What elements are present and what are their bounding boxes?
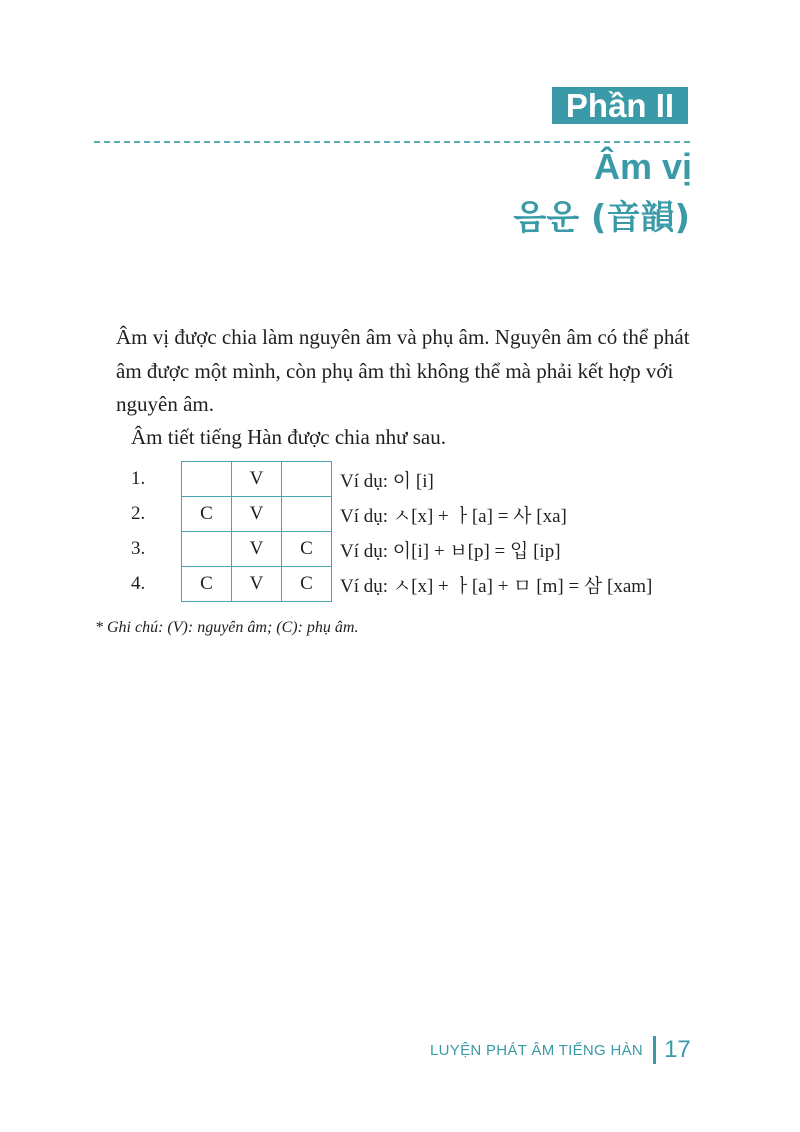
- book-title: LUYỆN PHÁT ÂM TIẾNG HÀN: [430, 1041, 644, 1059]
- initial-consonant-cell: [182, 532, 232, 567]
- final-consonant-cell: [282, 462, 332, 497]
- footer-separator: [653, 1036, 656, 1064]
- row-number: 4.: [131, 573, 146, 594]
- row-number: 2.: [131, 503, 146, 524]
- table-row: [131, 497, 652, 532]
- table-row: [131, 567, 652, 602]
- final-consonant-cell: [282, 497, 332, 532]
- section-title: Âm vị: [593, 146, 692, 187]
- vowel-cell: V: [232, 567, 282, 602]
- page-number: 17: [664, 1036, 691, 1063]
- vowel-cell: V: [232, 462, 282, 497]
- initial-consonant-cell: C: [182, 567, 232, 602]
- row-number: 1.: [131, 468, 146, 489]
- vowel-cell: V: [232, 497, 282, 532]
- example-text: Ví dụ: 이[i] + ㅂ[p] = 입 [ip]: [340, 540, 561, 562]
- final-consonant-cell: C: [282, 532, 332, 567]
- table-row: [131, 462, 652, 497]
- page-footer: [430, 1036, 691, 1064]
- subintro-paragraph: Âm tiết tiếng Hàn được chia như sau.: [131, 425, 446, 449]
- initial-consonant-cell: [182, 462, 232, 497]
- example-text: Ví dụ: ㅅ[x] + ㅏ[a] + ㅁ [m] = 삼 [xam]: [340, 575, 653, 597]
- example-text: Ví dụ: ㅅ[x] + ㅏ[a] = 사 [xa]: [340, 505, 567, 527]
- initial-consonant-cell: C: [182, 497, 232, 532]
- section-title-korean: 음운 (音韻): [513, 198, 690, 238]
- row-number: 3.: [131, 538, 146, 559]
- table-row: [131, 532, 652, 567]
- example-text: Ví dụ: 이 [i]: [340, 470, 434, 492]
- vowel-cell: V: [232, 532, 282, 567]
- syllable-structure-table: [131, 461, 652, 602]
- final-consonant-cell: C: [282, 567, 332, 602]
- part-badge: Phần II: [552, 87, 688, 124]
- header-divider: [94, 141, 690, 143]
- footnote: * Ghi chú: (V): nguyên âm; (C): phụ âm.: [95, 619, 359, 636]
- intro-paragraph: Âm vị được chia làm nguyên âm và phụ âm. Nguyên âm có thể phát âm được một mình, còn phụ âm thì không thể mà phải kết hợp với nguyên âm.: [116, 325, 690, 416]
